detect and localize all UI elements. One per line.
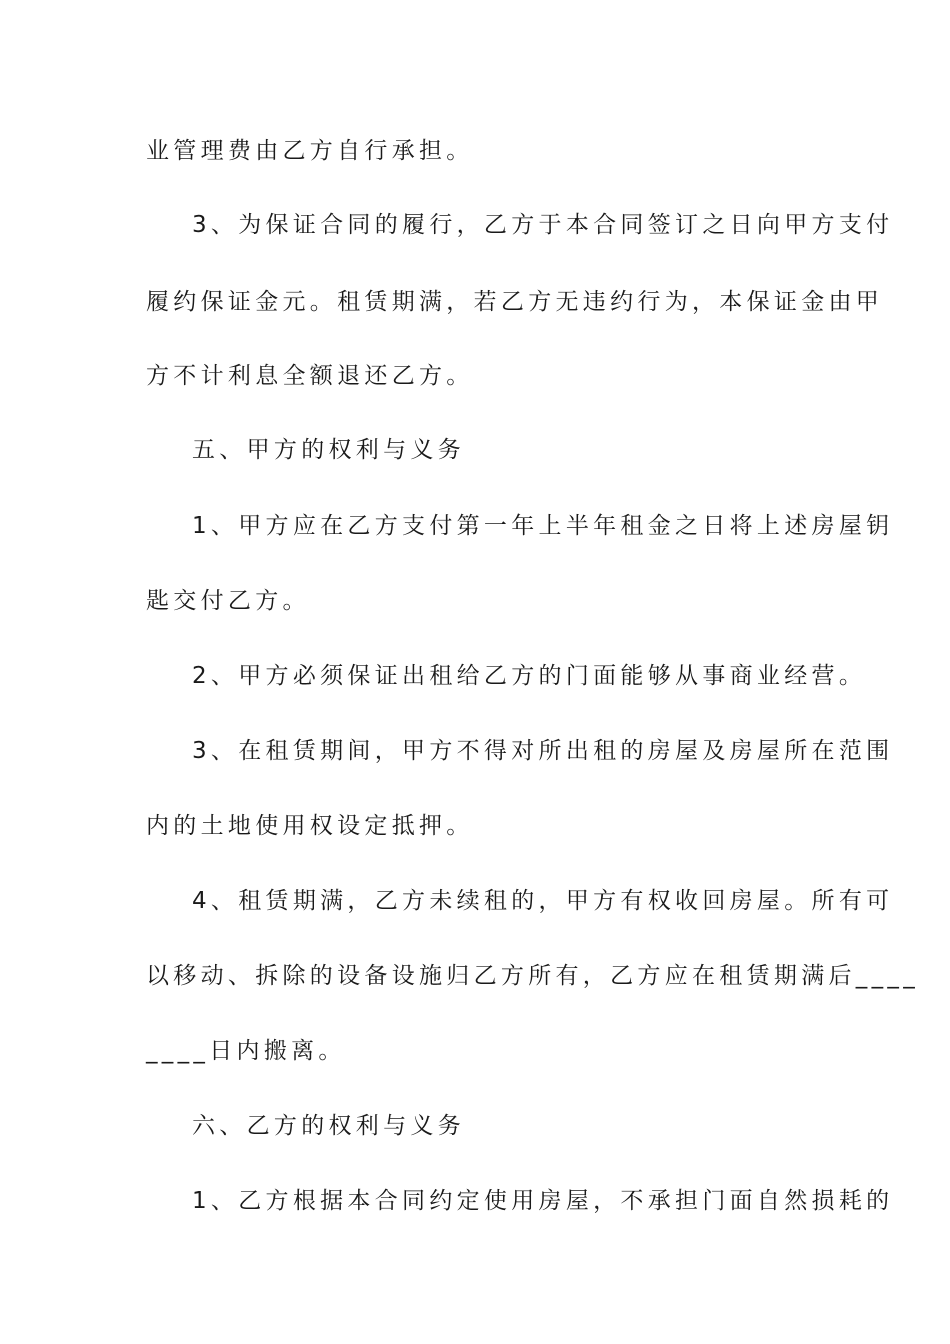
text-line: 内的土地使用权设定抵押。 xyxy=(146,813,474,839)
text-line: 以移动、拆除的设备设施归乙方所有，乙方应在租赁期满后____ xyxy=(146,963,919,989)
text-line: 4、租赁期满，乙方未续租的，甲方有权收回房屋。所有可 xyxy=(192,888,894,914)
text-line: 1、乙方根据本合同约定使用房屋，不承担门面自然损耗的 xyxy=(192,1188,894,1214)
text-line: 业管理费由乙方自行承担。 xyxy=(146,138,474,164)
section-heading: 六、乙方的权利与义务 xyxy=(192,1113,465,1139)
text-line: 方不计利息全额退还乙方。 xyxy=(146,363,474,389)
text-line: 履约保证金元。租赁期满，若乙方无违约行为，本保证金由甲 xyxy=(146,289,884,315)
section-heading: 五、甲方的权利与义务 xyxy=(192,437,465,463)
text-line: 3、在租赁期间，甲方不得对所出租的房屋及房屋所在范围 xyxy=(192,738,894,764)
text-line: 1、甲方应在乙方支付第一年上半年租金之日将上述房屋钥 xyxy=(192,513,894,539)
text-line: 3、为保证合同的履行，乙方于本合同签订之日向甲方支付 xyxy=(192,212,894,238)
text-line: 2、甲方必须保证出租给乙方的门面能够从事商业经营。 xyxy=(192,663,867,689)
text-line: ____日内搬离。 xyxy=(146,1038,346,1064)
text-line: 匙交付乙方。 xyxy=(146,588,310,614)
